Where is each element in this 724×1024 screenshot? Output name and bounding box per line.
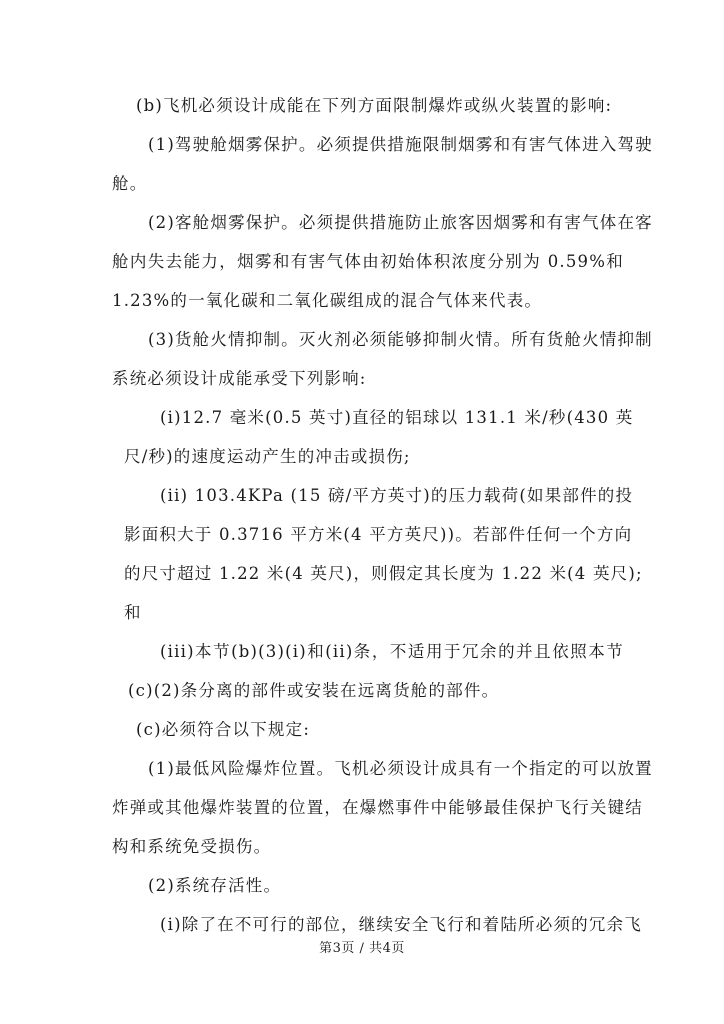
text-line: 尺/秒)的速度运动产生的冲击或损伤; — [124, 447, 411, 466]
text-line: 影面积大于 0.3716 平方米(4 平方英尺))。若部件任何一个方向 — [124, 525, 633, 544]
text-line: (ii) 103.4KPa (15 磅/平方英寸)的压力载荷(如果部件的投 — [160, 486, 634, 505]
text-line: 舱。 — [112, 174, 148, 193]
text-line: 构和系统免受损伤。 — [112, 837, 272, 856]
text-line: (2)系统存活性。 — [148, 876, 282, 895]
text-line: (i)12.7 毫米(0.5 英寸)直径的铝球以 131.1 米/秒(430 英 — [160, 408, 634, 427]
text-line: (1)最低风险爆炸位置。飞机必须设计成具有一个指定的可以放置 — [148, 759, 653, 778]
text-line: (3)货舱火情抑制。灭火剂必须能够抑制火情。所有货舱火情抑制 — [148, 330, 653, 349]
text-line: 系统必须设计成能承受下列影响: — [112, 369, 367, 388]
text-line: 和 — [124, 603, 142, 622]
text-line: (c)必须符合以下规定: — [136, 720, 311, 739]
text-line: (c)(2)条分离的部件或安装在远离货舱的部件。 — [128, 681, 500, 700]
text-line: 的尺寸超过 1.22 米(4 英尺)，则假定其长度为 1.22 米(4 英尺); — [124, 564, 643, 583]
text-line: 1.23%的一氧化碳和二氧化碳组成的混合气体来代表。 — [112, 291, 543, 310]
text-line: (1)驾驶舱烟雾保护。必须提供措施限制烟雾和有害气体进入驾驶 — [148, 135, 653, 154]
text-line: 炸弹或其他爆炸装置的位置，在爆燃事件中能够最佳保护飞行关键结 — [112, 798, 643, 817]
text-line: 舱内失去能力，烟雾和有害气体由初始体积浓度分别为 0.59%和 — [112, 252, 624, 271]
text-line: (i)除了在不可行的部位，继续安全飞行和着陆所必须的冗余飞 — [160, 915, 642, 934]
page-number: 第3页 / 共4页 — [319, 941, 405, 956]
text-line: (iii)本节(b)(3)(i)和(ii)条，不适用于冗余的并且依照本节 — [160, 642, 624, 661]
text-line: (b)飞机必须设计成能在下列方面限制爆炸或纵火装置的影响: — [136, 96, 613, 115]
text-line: (2)客舱烟雾保护。必须提供措施防止旅客因烟雾和有害气体在客 — [148, 213, 653, 232]
